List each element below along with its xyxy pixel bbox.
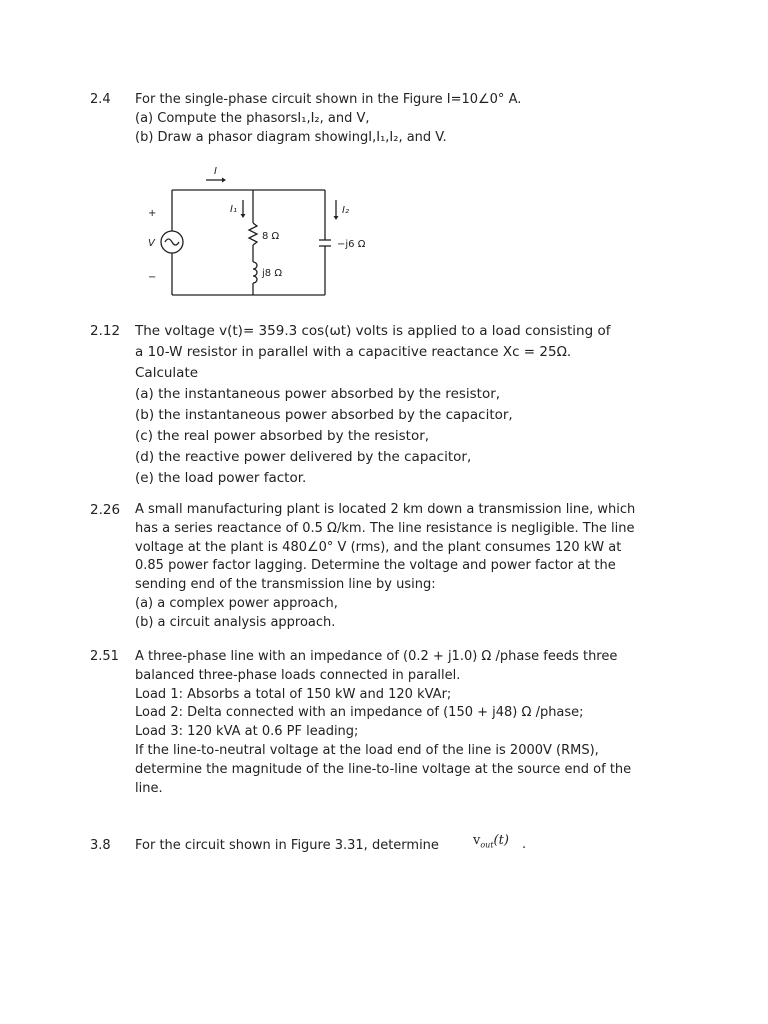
problem-line: (b) the instantaneous power absorbed by the capacitor, <box>135 407 513 423</box>
problem-line: determine the magnitude of the line-to-line voltage at the source end of the <box>135 761 632 777</box>
inductor-icon <box>253 262 257 283</box>
problem-line: sending end of the transmission line by using: <box>135 577 436 593</box>
problem-text <box>135 837 695 856</box>
problem-text <box>135 321 695 489</box>
formula-arg: (t) <box>493 833 509 848</box>
problem-line: Load 3: 120 kVA at 0.6 PF leading; <box>135 724 359 740</box>
problem-line: (c) the real power absorbed by the resistor, <box>135 428 430 444</box>
problem-line: voltage at the plant is 480∠0° V (rms), and the plant consumes 120 kW at <box>135 539 622 555</box>
problem-line: balanced three-phase loads connected in parallel. <box>135 667 461 683</box>
problem-line: (d) the reactive power delivered by the capacitor, <box>135 449 472 465</box>
label-V: V <box>148 238 155 249</box>
formula-v: v <box>473 833 481 848</box>
problem-line: The voltage v(t)= 359.3 cos(ωt) volts is applied to a load consisting of <box>135 323 611 339</box>
problem-line: (e) the load power factor. <box>135 470 307 486</box>
problem-line: Calculate <box>135 365 199 381</box>
formula-sub: out <box>480 840 494 850</box>
problem-line: line. <box>135 780 163 796</box>
problem-line: (a) the instantaneous power absorbed by the resistor, <box>135 386 501 402</box>
label-I: I <box>214 166 217 177</box>
problem-number: 2.51 <box>90 649 119 664</box>
problem-number: 2.12 <box>90 323 121 339</box>
problem-text <box>135 501 695 633</box>
label-R: 8 Ω <box>262 231 280 242</box>
problem-line: Load 1: Absorbs a total of 150 kW and 120 kVAr; <box>135 686 452 702</box>
problem-line: If the line-to-neutral voltage at the load end of the line is 2000V (RMS), <box>135 742 599 758</box>
problem-line: A small manufacturing plant is located 2 km down a transmission line, which <box>135 502 636 517</box>
label-L: j8 Ω <box>262 268 282 279</box>
label-I2: I₂ <box>342 205 349 216</box>
problem-line: has a series reactance of 0.5 Ω/km. The line resistance is negligible. The line <box>135 520 635 536</box>
problem-line: Load 2: Delta connected with an impedance of (150 + j48) Ω /phase; <box>135 705 584 721</box>
problem-text <box>135 91 695 147</box>
end-dot: . <box>522 837 527 852</box>
label-I1: I₁ <box>230 204 237 215</box>
label-C: −j6 Ω <box>337 239 366 250</box>
vout-formula <box>473 833 509 850</box>
problem-line: 0.85 power factor lagging. Determine the voltage and power factor at the <box>135 558 616 574</box>
problem-line: For the single-phase circuit shown in the Figure I=10∠0° A. <box>135 92 522 107</box>
problem-number: 3.8 <box>90 838 111 853</box>
problem-line: (a) a complex power approach, <box>135 595 338 611</box>
circuit-diagram <box>140 160 380 305</box>
problem-line: (b) Draw a phasor diagram showingI,I₁,I₂, and V. <box>135 129 447 145</box>
problem-line: (a) Compute the phasorsI₁,I₂, and V, <box>135 110 370 126</box>
resistor-icon <box>249 223 257 245</box>
problem-line: (b) a circuit analysis approach. <box>135 614 336 630</box>
label-plus: + <box>148 208 157 219</box>
problem-line: For the circuit shown in Figure 3.31, determine <box>135 838 439 853</box>
problem-number: 2.26 <box>90 502 121 518</box>
problem-line: a 10-W resistor in parallel with a capacitive reactance Xc = 25Ω. <box>135 344 572 360</box>
label-minus: − <box>148 272 157 283</box>
problem-line: A three-phase line with an impedance of (0.2 + j1.0) Ω /phase feeds three <box>135 649 618 664</box>
problem-number: 2.4 <box>90 92 111 107</box>
problem-text <box>135 648 695 798</box>
